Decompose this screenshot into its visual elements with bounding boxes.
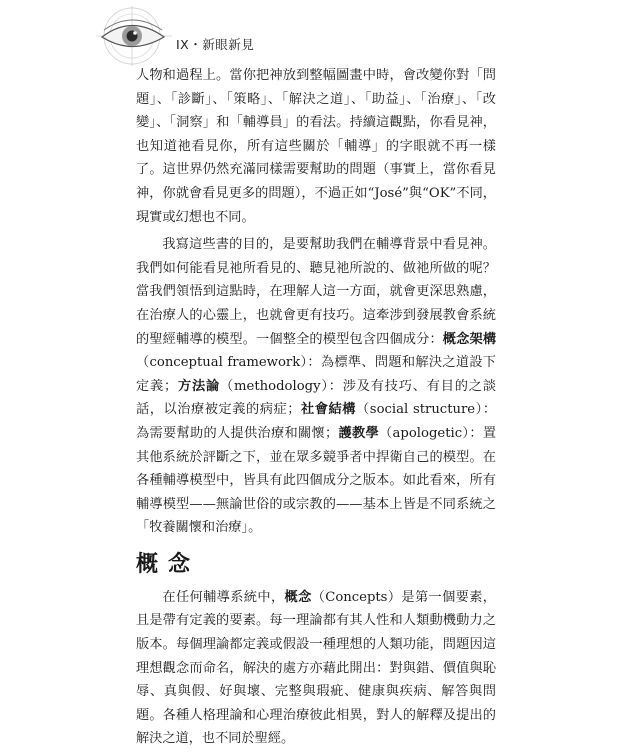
term-methodology: 方法論 [177,378,221,394]
term-conceptual-framework: 概念架構 [442,331,497,347]
term-social-structure: 社會結構 [300,402,357,418]
section-paragraph [136,586,496,751]
text-span: （social structure）：為需要幫助的人提供治療和關懷； [136,402,497,441]
section-heading: 概念 [136,551,201,577]
term-concepts: 概念 [284,589,312,605]
text-span: （conceptual framework）：為標準、問題和解決之道設下定義； [136,355,496,394]
page-body [136,64,496,755]
eye-icon [92,6,176,66]
text-span: （apologetic）：置其他系統於評斷之下，並在眾多競爭者中捍衛自己的模型。在各種輔導模型中，皆具有此四個成分之版本。如此看來，所有輔導模型——無論世俗的或宗教的——基本上皆是不同系統之「牧養關懷和治療」。 [136,425,497,536]
intro-paragraph: 人物和過程上。當你把神放到整幅圖畫中時，會改變你對「問題」、「診斷」、「策略」、「解決之道」、「助益」、「治療」、「改變」、「洞察」和「輔導員」的看法。持續這觀點，你看見神，也知道祂看見你，所有這些關於「輔導」的字眼就不再一樣了。這世界仍然充滿同樣需要幫助的問題（事實上，當你看見神，你就會看見更多的問題），不過正如“José”與“OK”不同，現實或幻想也不同。 [136,68,496,225]
term-apologetic: 護教學 [338,425,380,441]
chapter-header: IX・新眼新見 [176,37,255,52]
text-span: （Concepts）是第一個要素，且是帶有定義的要素。每一理論都有其人性和人類動機動力之版本。每個理論都定義或假設一種理想的人類功能，問題因這理想觀念而命名，解決的處方亦藉此開出：對與錯、價值與恥辱、真與假、好與壞、完整與瑕疵、健康與疾病、解答與問題。各種人格理論和心理治療彼此相異，對人的解釋及提出的解決之道，也不同於聖經。 [136,589,496,747]
text-span: 在任何輔導系統中， [162,589,285,605]
text-span: 我寫這些書的目的，是要幫助我們在輔導背景中看見神。我們如何能看見祂所看見的、聽見祂所說的、做祂所做的呢？當我們領悟到這點時，在理解人這一方面，就會更深思熟慮，在治療人的心靈上，也就會更有技巧。這牽涉到發展教會系統的聖經輔導的模型。一個整全的模型包含四個成分： [136,237,496,347]
text-span: （methodology）：涉及有技巧、有目的之談話，以治療被定義的病症； [136,378,497,418]
purpose-paragraph [136,233,496,540]
